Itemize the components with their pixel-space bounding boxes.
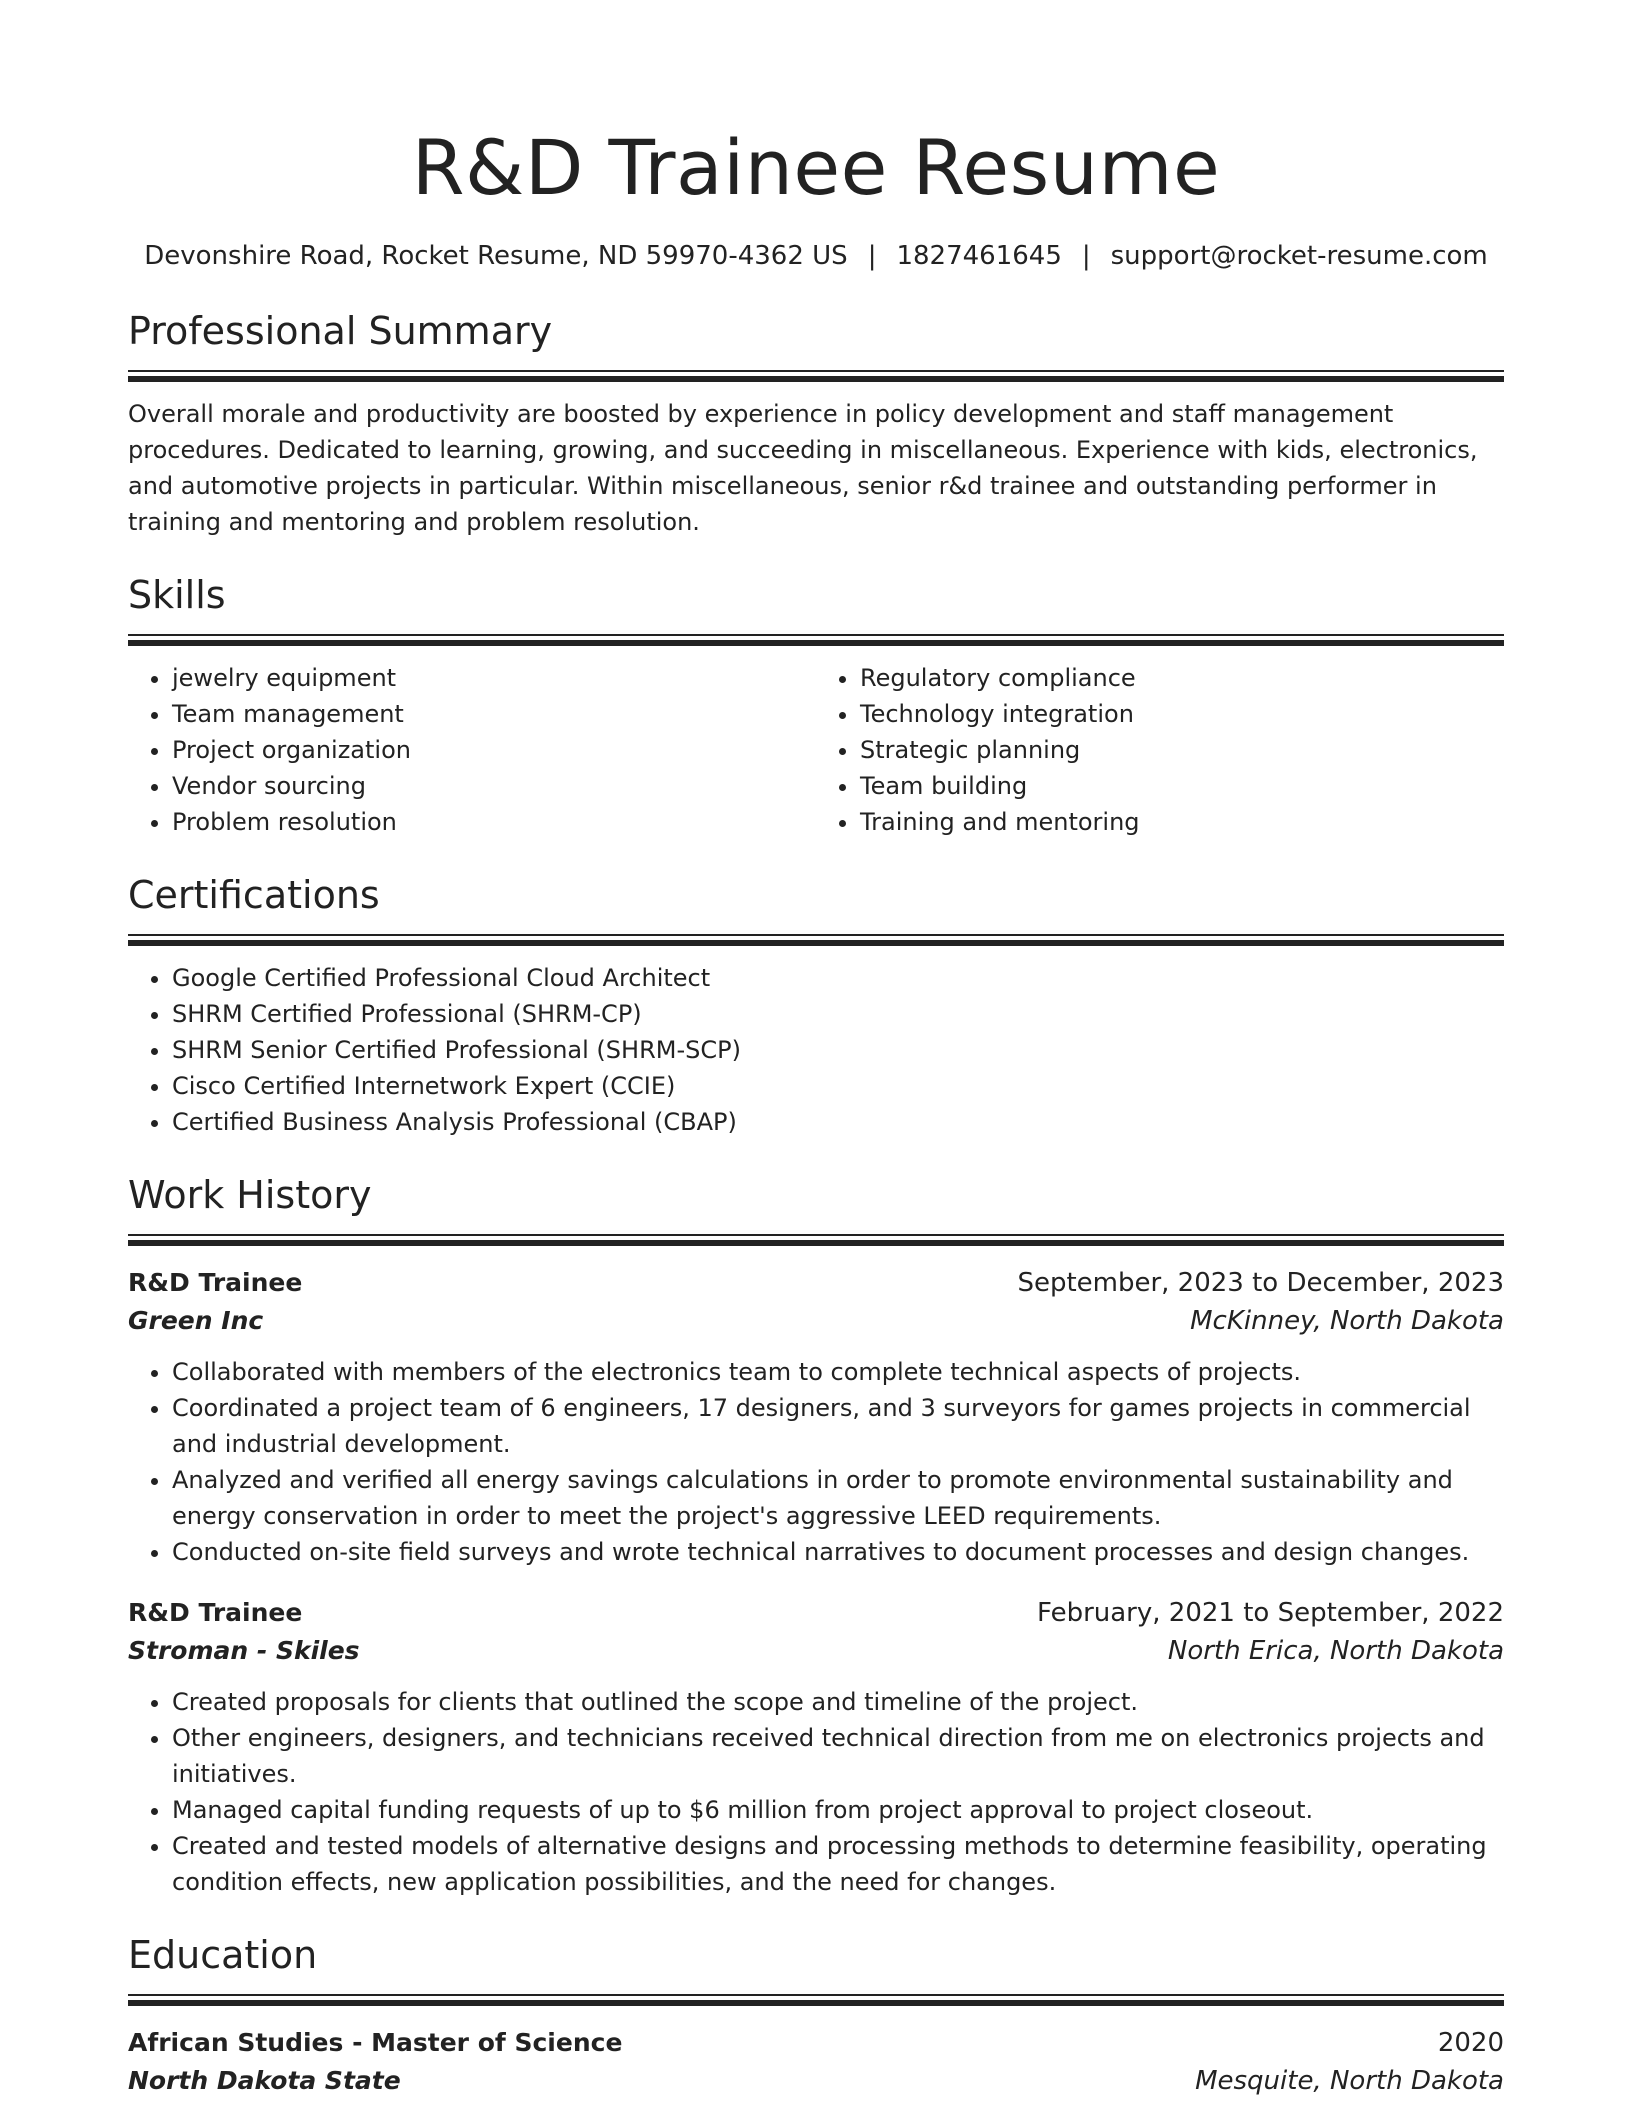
- skills-list-left: [128, 660, 816, 840]
- education-section: [128, 1930, 1504, 2100]
- section-heading: Skills: [128, 573, 226, 617]
- education-school-row: [128, 2062, 1504, 2100]
- section-divider: [128, 1234, 1504, 1246]
- skill-item: • Vendor sourcing: [172, 768, 816, 804]
- job-bullet: • Coordinated a project team of 6 engineers, 17 designers, and 3 surveyors for games projects in commercial and industrial development.: [172, 1390, 1504, 1462]
- job-location: North Erica, North Dakota: [1167, 1636, 1504, 1666]
- school-location: Mesquite, North Dakota: [1195, 2066, 1504, 2096]
- certification-item: • Cisco Certified Internetwork Expert (CCIE): [172, 1068, 1504, 1104]
- skill-item: • Project organization: [172, 732, 816, 768]
- skill-item: • Team management: [172, 696, 816, 732]
- work-history-section: [128, 1170, 1504, 1900]
- job-header-row: [128, 1594, 1504, 1632]
- job-bullet: • Other engineers, designers, and technicians received technical direction from me on electronics projects and initiatives.: [172, 1720, 1504, 1792]
- skill-item: • Problem resolution: [172, 804, 816, 840]
- skill-item: • Strategic planning: [860, 732, 1504, 768]
- skill-item: • Technology integration: [860, 696, 1504, 732]
- skills-section: [128, 570, 1504, 840]
- job-bullet: • Collaborated with members of the electronics team to complete technical aspects of projects.: [172, 1354, 1504, 1390]
- resume-title: R&D Trainee Resume: [411, 123, 1221, 212]
- graduation-year: 2020: [1437, 2028, 1504, 2058]
- company-name: Green Inc: [128, 1306, 264, 1335]
- school-name: North Dakota State: [128, 2066, 401, 2095]
- job-entry: [128, 1264, 1504, 1570]
- certification-item: • Google Certified Professional Cloud Architect: [172, 960, 1504, 996]
- job-dates: September, 2023 to December, 2023: [1017, 1268, 1504, 1298]
- education-header-row: [128, 2024, 1504, 2062]
- job-bullet: • Analyzed and verified all energy savings calculations in order to promote environmental sustainability and energy conservation in order to meet the project's aggressive LEED requirements.: [172, 1462, 1504, 1534]
- certification-item: • SHRM Certified Professional (SHRM-CP): [172, 996, 1504, 1032]
- job-bullets: [128, 1684, 1504, 1900]
- job-company-row: [128, 1302, 1504, 1340]
- job-bullet: • Conducted on-site field surveys and wrote technical narratives to document processes and design changes.: [172, 1534, 1504, 1570]
- skill-item: • Team building: [860, 768, 1504, 804]
- separator: |: [867, 241, 877, 271]
- skill-item: • Regulatory compliance: [860, 660, 1504, 696]
- job-header-row: [128, 1264, 1504, 1302]
- skills-list-right: [816, 660, 1504, 840]
- summary-text: Overall morale and productivity are boosted by experience in policy development and staff management procedures. Dedicated to learning, growing, and succeeding in miscellaneous. Experience with kids, electronics, and automotive projects in particular. Within miscellaneous, senior r&d trainee and outstanding performer in training and mentoring and problem resolution.: [128, 400, 1478, 536]
- job-entry: [128, 1594, 1504, 1900]
- job-bullet: • Managed capital funding requests of up to $6 million from project approval to project closeout.: [172, 1792, 1504, 1828]
- section-heading: Certifications: [128, 873, 380, 917]
- job-dates: February, 2021 to September, 2022: [1037, 1598, 1504, 1628]
- skill-item: • jewelry equipment: [172, 660, 816, 696]
- degree: African Studies - Master of Science: [128, 2028, 623, 2057]
- education-entry: [128, 2024, 1504, 2100]
- section-divider: [128, 934, 1504, 946]
- skill-item: • Training and mentoring: [860, 804, 1504, 840]
- job-bullets: [128, 1354, 1504, 1570]
- section-heading: Work History: [128, 1173, 372, 1217]
- job-title: R&D Trainee: [128, 1598, 303, 1627]
- job-company-row: [128, 1632, 1504, 1670]
- job-bullet: • Created and tested models of alternative designs and processing methods to determine feasibility, operating condition effects, new application possibilities, and the need for changes.: [172, 1828, 1504, 1900]
- certifications-list: [128, 960, 1504, 1140]
- section-divider: [128, 634, 1504, 646]
- certification-item: • SHRM Senior Certified Professional (SHRM-SCP): [172, 1032, 1504, 1068]
- section-divider: [128, 370, 1504, 382]
- job-location: McKinney, North Dakota: [1190, 1306, 1504, 1336]
- email-link[interactable]: support@rocket-resume.com: [1110, 241, 1488, 271]
- job-bullet: • Created proposals for clients that outlined the scope and timeline of the project.: [172, 1684, 1504, 1720]
- phone: 1827461645: [896, 241, 1062, 271]
- separator: |: [1081, 241, 1091, 271]
- section-heading: Education: [128, 1933, 318, 1977]
- address: Devonshire Road, Rocket Resume, ND 59970-4362 US: [144, 241, 848, 271]
- contact-line: [128, 238, 1504, 274]
- skills-grid: [128, 660, 1504, 840]
- job-title: R&D Trainee: [128, 1268, 303, 1297]
- section-divider: [128, 1994, 1504, 2006]
- company-name: Stroman - Skiles: [128, 1636, 360, 1665]
- summary-section: [128, 306, 1504, 540]
- section-heading: Professional Summary: [128, 309, 553, 353]
- certification-item: • Certified Business Analysis Professional (CBAP): [172, 1104, 1504, 1140]
- certifications-section: [128, 870, 1504, 1140]
